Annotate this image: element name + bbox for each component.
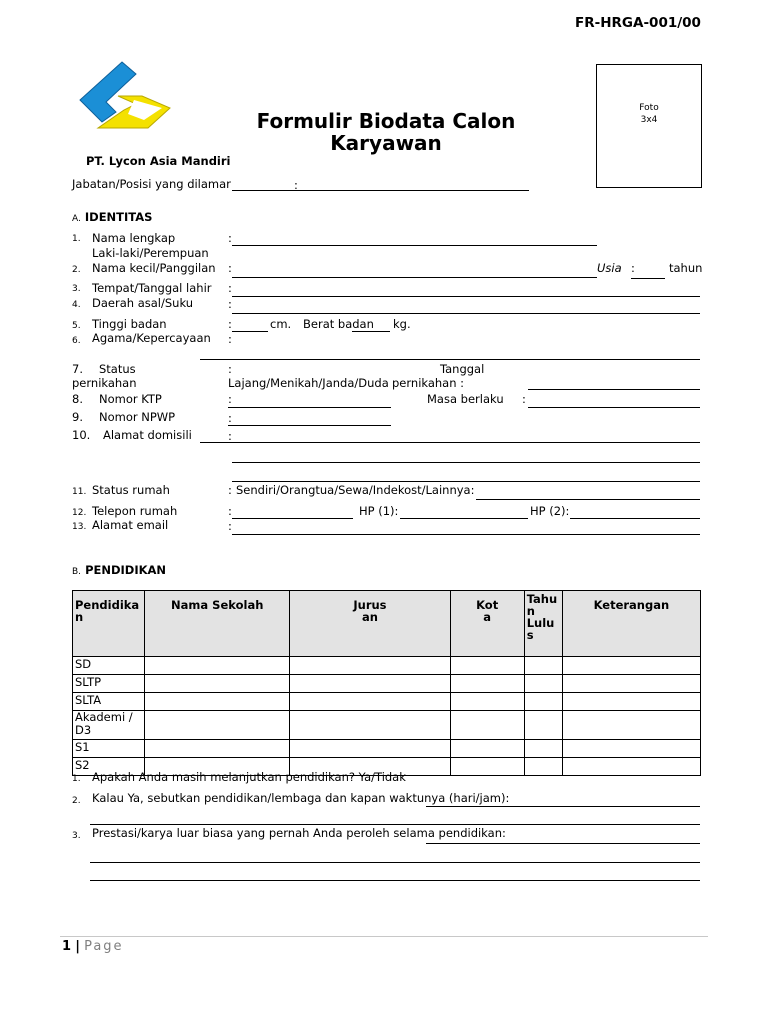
table-row	[73, 711, 701, 740]
achievements-field-1[interactable]	[426, 843, 700, 844]
table-cell[interactable]	[145, 711, 290, 740]
table-cell[interactable]	[562, 740, 700, 758]
col-grad-year: Tahu n Lulu s	[524, 591, 562, 657]
col-level: Pendidika n	[73, 591, 145, 657]
colon: :	[228, 392, 232, 406]
achievements-field-2[interactable]	[90, 862, 700, 863]
table-cell[interactable]	[290, 740, 450, 758]
colon: :	[228, 519, 232, 533]
ktp-validity-field[interactable]	[528, 407, 700, 408]
colon: :	[228, 483, 232, 497]
field-number: 3.	[72, 284, 81, 294]
question-number: 2.	[72, 796, 81, 806]
field-number: 12.	[72, 508, 87, 518]
hp2-label: HP (2):	[530, 504, 570, 518]
full-name-field[interactable]	[232, 245, 597, 246]
nickname-field[interactable]	[232, 277, 597, 278]
field-number: 2.	[72, 265, 81, 275]
colon: :	[228, 231, 232, 245]
table-cell[interactable]	[450, 693, 524, 711]
colon: :	[228, 504, 232, 518]
npwp-label: Nomor NPWP	[99, 410, 176, 424]
question-education-details: Kalau Ya, sebutkan pendidikan/lembaga dan kapan waktunya (hari/jam):	[92, 791, 510, 805]
table-row	[73, 675, 701, 693]
photo-label: Foto	[639, 103, 659, 113]
email-label: Alamat email	[92, 518, 169, 532]
colon: :	[228, 317, 232, 331]
colon: :	[228, 411, 232, 425]
table-cell[interactable]	[145, 693, 290, 711]
field-number: 13.	[72, 522, 87, 532]
hp2-field[interactable]	[570, 518, 700, 519]
weight-label: Berat badan	[303, 317, 374, 331]
age-field[interactable]	[631, 278, 665, 279]
years-label: tahun	[669, 261, 703, 275]
npwp-number: 9.	[72, 410, 83, 424]
education-details-field-2[interactable]	[90, 824, 700, 825]
form-title-line1: Formulir Biodata Calon	[256, 109, 516, 133]
table-cell[interactable]	[524, 657, 562, 675]
table-cell[interactable]	[562, 657, 700, 675]
weight-field[interactable]	[352, 331, 390, 332]
field-number: 4.	[72, 300, 81, 310]
form-title-line2: Karyawan	[330, 131, 442, 155]
company-name: PT. Lycon Asia Mandiri	[86, 154, 231, 168]
logo-icon	[78, 60, 174, 132]
religion-field[interactable]	[200, 359, 700, 360]
table-row	[73, 657, 701, 675]
col-city: Kot a	[450, 591, 524, 657]
table-cell: SLTP	[73, 675, 145, 693]
position-field[interactable]	[232, 190, 529, 191]
marital-options[interactable]: Lajang/Menikah/Janda/Duda	[228, 376, 389, 390]
field-number: 11.	[72, 487, 87, 497]
table-cell[interactable]	[450, 711, 524, 740]
colon: :	[631, 261, 635, 275]
table-row	[73, 740, 701, 758]
height-label: Tinggi badan	[92, 317, 167, 331]
birth-label: Tempat/Tanggal lahir	[92, 281, 212, 295]
marriage-date-field[interactable]	[528, 389, 700, 390]
ktp-number: 8.	[72, 392, 83, 406]
nickname-label: Nama kecil/Panggilan	[92, 261, 216, 275]
phone-label: Telepon rumah	[92, 504, 178, 518]
origin-label: Daerah asal/Suku	[92, 296, 194, 310]
ktp-validity-label: Masa berlaku	[427, 392, 504, 406]
question-number: 1.	[72, 774, 81, 784]
table-cell[interactable]	[524, 693, 562, 711]
table-cell: SD	[73, 657, 145, 675]
npwp-field[interactable]	[228, 425, 391, 426]
col-notes: Keterangan	[562, 591, 700, 657]
email-field[interactable]	[232, 534, 700, 535]
marital-label: Status	[99, 362, 136, 376]
marital-number: 7.	[72, 362, 83, 376]
table-cell[interactable]	[450, 740, 524, 758]
colon: :	[228, 332, 232, 346]
table-cell: S2	[73, 758, 145, 776]
marital-label-2: pernikahan	[72, 376, 137, 390]
achievements-field-3[interactable]	[90, 880, 700, 881]
height-field[interactable]	[232, 331, 268, 332]
table-cell[interactable]	[562, 675, 700, 693]
education-table	[72, 590, 701, 776]
question-continuing-education: Apakah Anda masih melanjutkan pendidikan? Ya/Tidak	[92, 770, 406, 784]
page-number: 1	[62, 939, 72, 954]
cm-unit: cm.	[270, 317, 292, 331]
page-separator: |	[75, 939, 80, 954]
table-cell: S1	[73, 740, 145, 758]
table-cell[interactable]	[524, 711, 562, 740]
colon: :	[522, 392, 526, 406]
section-identitas-heading: A. IDENTITAS	[72, 210, 153, 224]
table-cell: Akademi / D3	[73, 711, 145, 740]
religion-label: Agama/Kepercayaan	[92, 331, 211, 345]
photo-box	[596, 64, 702, 188]
marriage-date-label-2: pernikahan :	[392, 376, 465, 390]
colon: :	[228, 281, 232, 295]
table-cell[interactable]	[524, 758, 562, 776]
page-word: Page	[84, 939, 124, 954]
address-field-1[interactable]	[200, 442, 700, 443]
table-cell[interactable]	[290, 693, 450, 711]
field-number: 5.	[72, 321, 81, 331]
birth-field[interactable]	[232, 296, 700, 297]
section-pendidikan-heading: B. PENDIDIKAN	[72, 563, 167, 577]
address-label: Alamat domisili	[103, 428, 192, 442]
housing-other-field[interactable]	[476, 499, 700, 500]
colon: :	[228, 429, 232, 443]
table-cell[interactable]	[562, 693, 700, 711]
table-cell[interactable]	[290, 657, 450, 675]
table-cell[interactable]	[562, 711, 700, 740]
table-cell[interactable]	[290, 675, 450, 693]
table-cell[interactable]	[145, 740, 290, 758]
col-major: Jurus an	[290, 591, 450, 657]
table-row	[73, 693, 701, 711]
question-number: 3.	[72, 831, 81, 841]
origin-field[interactable]	[232, 313, 700, 314]
table-cell[interactable]	[524, 740, 562, 758]
hp1-label: HP (1):	[359, 504, 399, 518]
age-label: Usia	[597, 261, 622, 275]
full-name-label: Nama lengkap	[92, 231, 176, 245]
education-details-field-1[interactable]	[426, 806, 700, 807]
marriage-date-label: Tanggal	[440, 362, 485, 376]
phone-field[interactable]	[232, 518, 353, 519]
question-achievements: Prestasi/karya luar biasa yang pernah Anda peroleh selama pendidikan:	[92, 826, 506, 840]
ktp-field[interactable]	[228, 407, 391, 408]
field-number: 1.	[72, 234, 81, 244]
form-title	[226, 110, 546, 154]
housing-label: Status rumah	[92, 483, 170, 497]
page-footer	[62, 939, 124, 954]
table-cell[interactable]	[562, 758, 700, 776]
gender-label: Laki-laki/Perempuan	[92, 246, 209, 260]
ktp-label: Nomor KTP	[99, 392, 162, 406]
table-cell[interactable]	[450, 657, 524, 675]
table-cell[interactable]	[450, 758, 524, 776]
field-number: 6.	[72, 336, 81, 346]
education-header-row	[73, 591, 701, 657]
housing-options[interactable]: Sendiri/Orangtua/Sewa/Indekost/Lainnya:	[236, 483, 475, 497]
table-cell: SLTA	[73, 693, 145, 711]
col-school: Nama Sekolah	[145, 591, 290, 657]
colon: :	[228, 297, 232, 311]
table-cell[interactable]	[145, 657, 290, 675]
photo-size: 3x4	[640, 115, 658, 125]
table-cell[interactable]	[290, 711, 450, 740]
hp1-field[interactable]	[400, 518, 528, 519]
footer-divider	[60, 936, 708, 937]
address-field-2[interactable]	[232, 462, 700, 463]
colon: :	[228, 362, 232, 376]
position-label: Jabatan/Posisi yang dilamar	[72, 177, 231, 191]
address-field-3[interactable]	[232, 481, 700, 482]
table-cell[interactable]	[524, 675, 562, 693]
table-cell[interactable]	[450, 675, 524, 693]
form-code: FR-HRGA-001/00	[575, 15, 701, 31]
kg-unit: kg.	[393, 317, 411, 331]
table-cell[interactable]	[145, 675, 290, 693]
colon: :	[228, 261, 232, 275]
company-logo	[78, 60, 174, 132]
address-number: 10.	[72, 428, 91, 442]
position-colon: :	[294, 178, 298, 192]
